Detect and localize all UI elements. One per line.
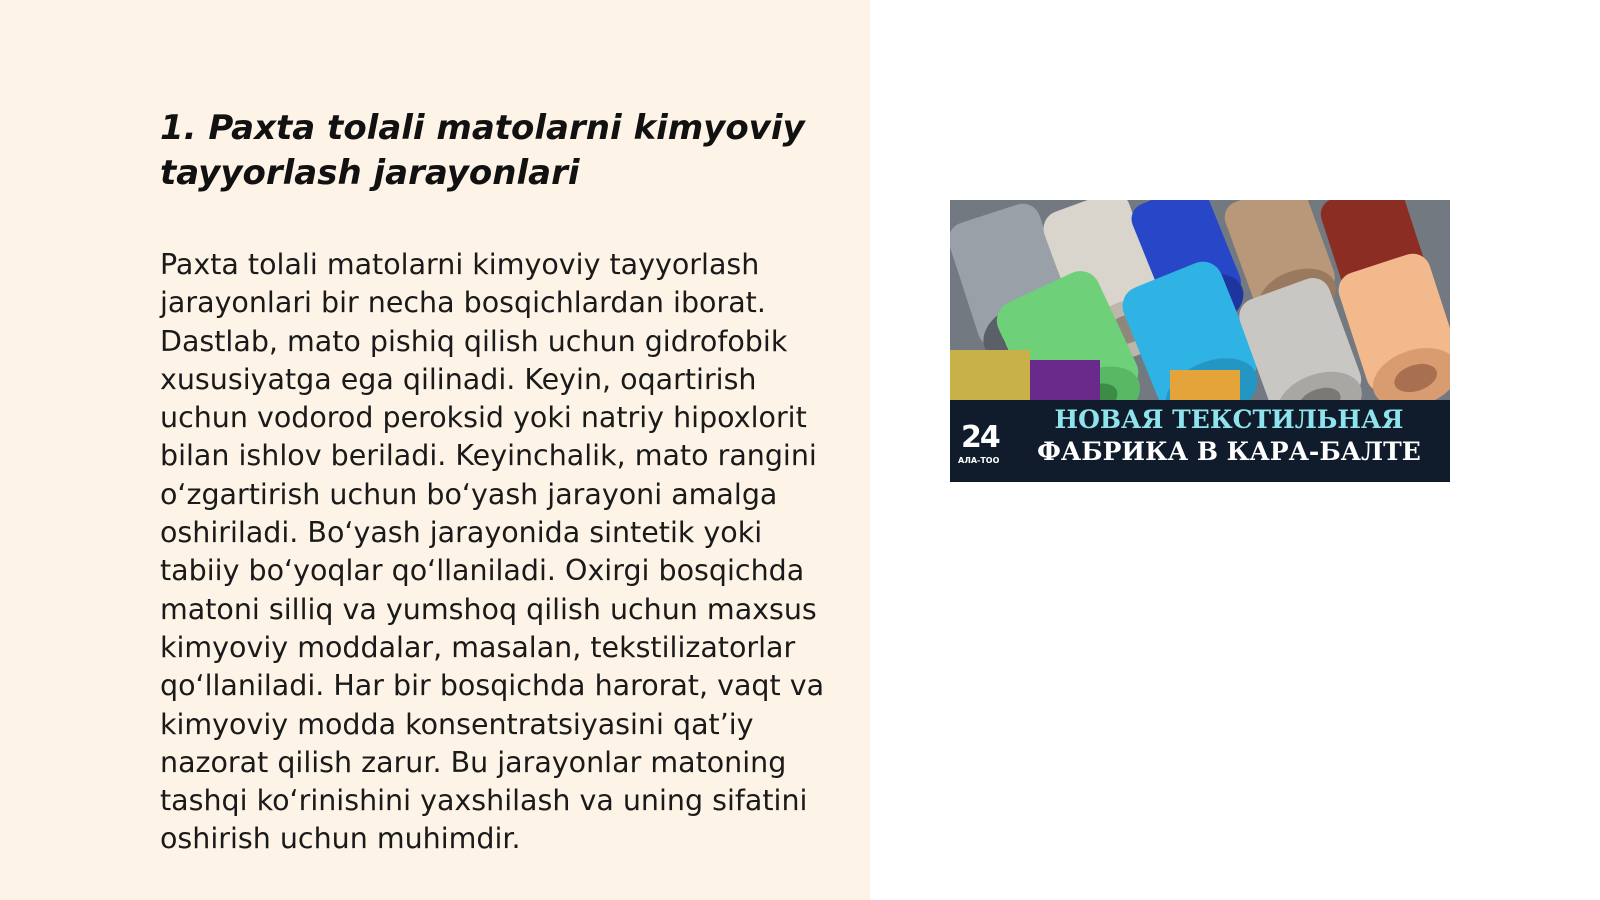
slide-body-text: Paxta tolali matolarni kimyoviy tayyorlash jarayonlari bir necha bosqichlardan iborat. Dastlab, mato pishiq qilish uchun gidrofobik xususiyatga ega qilinadi. Keyin, oqartirish uchun vodorod peroksid yoki natriy hipoxlorit bilan ishlov beriladi. Keyinchalik, mato rangini oʻzgartirish uchun boʻyash jarayoni amalga oshiriladi. Boʻyash jarayonida sintetik yoki tabiiy boʻyoqlar qoʻllaniladi. Oxirgi bosqichda matoni silliq va yumshoq qilish uchun maxsus kimyoviy moddalar, masalan, tekstilizatorlar qoʻllaniladi. Har bir bosqichda harorat, vaqt va kimyoviy modda konsentratsiyasini qatʼiy nazorat qilish zarur. Bu jarayonlar matoning tashqi koʻrinishini yaxshilash va uning sifatini oshirish uchun muhimdir. [160, 248, 825, 856]
fabric-rolls-illustration [950, 200, 1450, 400]
channel-logo-number: 24 [961, 420, 999, 455]
video-caption-banner [950, 400, 1450, 482]
caption-line-1: НОВАЯ ТЕКСТИЛЬНАЯ [1054, 405, 1404, 434]
slide-title: 1. Paxta tolali matolarni kimyoviy tayyorlash jarayonlari [160, 108, 805, 193]
fabric-rolls-image [950, 200, 1450, 482]
channel-logo-text: АЛА-ТОО [958, 456, 1000, 465]
channel-logo [955, 422, 1007, 470]
caption-line-2: ФАБРИКА В КАРА-БАЛТЕ [1037, 437, 1421, 466]
